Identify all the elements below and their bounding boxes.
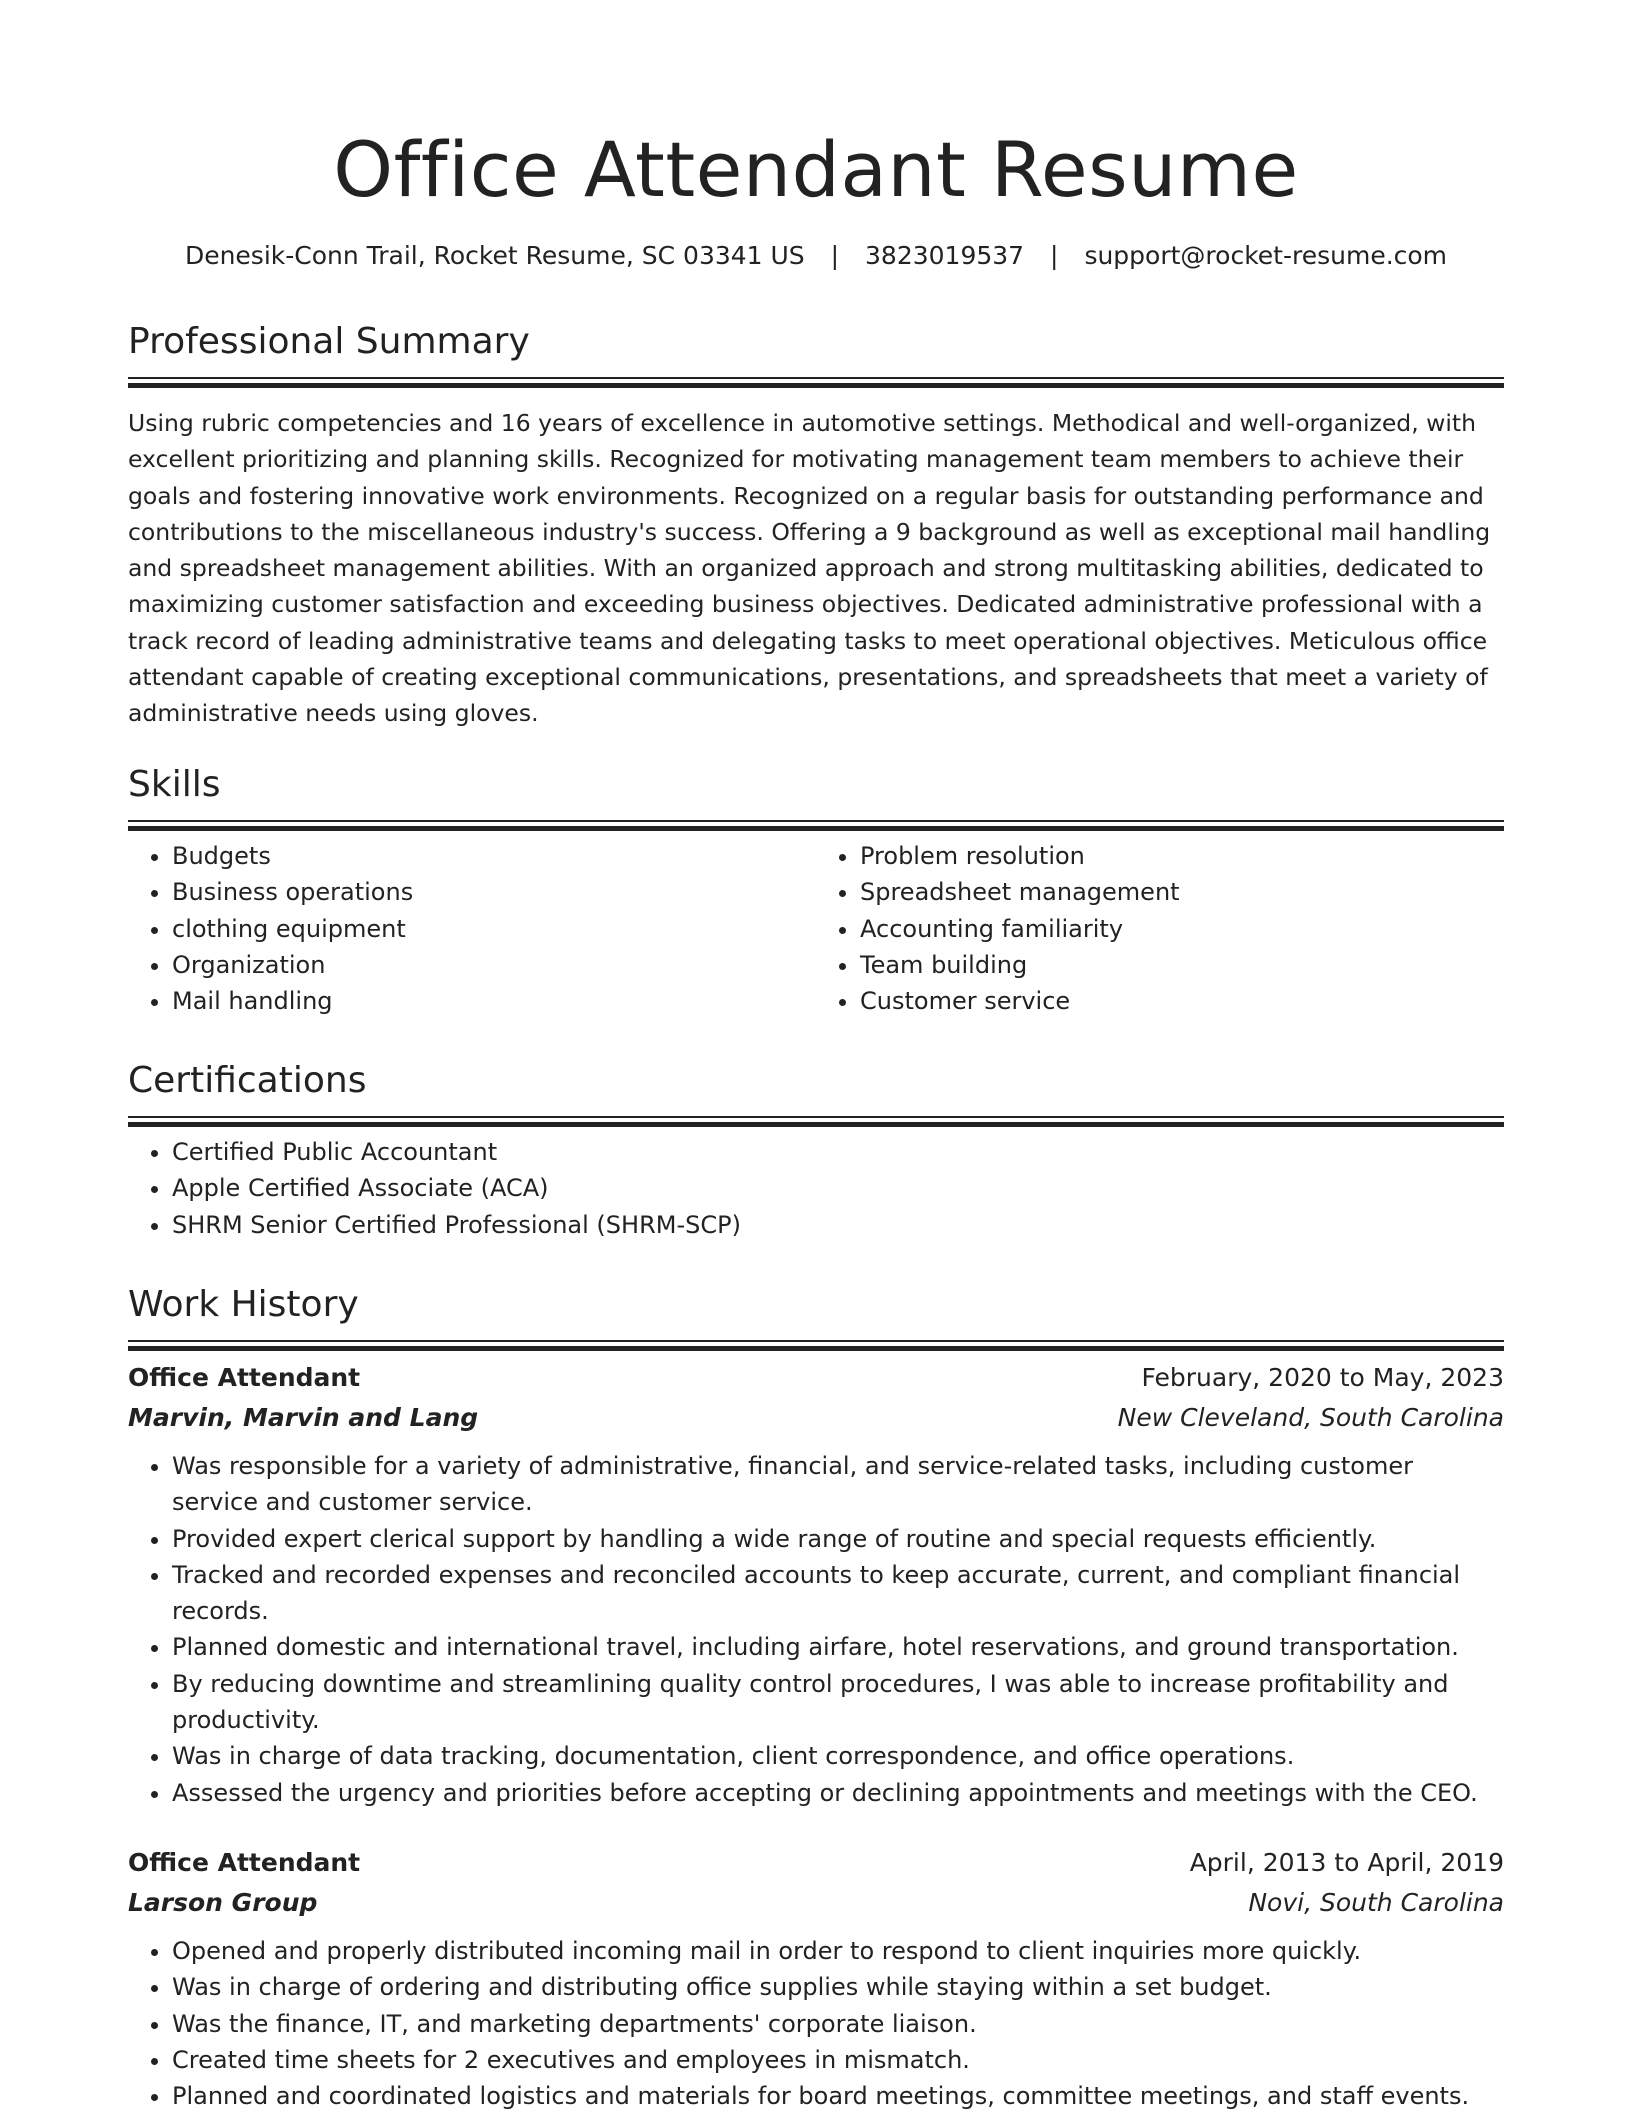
job-bullets xyxy=(128,1448,1504,1811)
job-location: Novi, South Carolina xyxy=(1248,1887,1504,1917)
job-header xyxy=(128,1358,1504,1398)
certifications-list xyxy=(128,1134,1504,1243)
skills-section xyxy=(128,760,1504,1019)
job-subheader xyxy=(128,1883,1504,1923)
contact-address: Denesik-Conn Trail, Rocket Resume, SC 03341 US xyxy=(184,241,805,270)
job-dates: April, 2013 to April, 2019 xyxy=(1189,1847,1504,1877)
job-bullets xyxy=(128,1933,1504,2114)
job-location: New Cleveland, South Carolina xyxy=(1117,1403,1504,1432)
job-bullet: • Opened and properly distributed incoming mail in order to respond to client inquiries more quickly. xyxy=(172,1933,1504,1969)
skill-item: • Problem resolution xyxy=(860,838,1504,874)
job-title: Office Attendant xyxy=(128,1363,361,1392)
section-heading-work-history: Work History xyxy=(128,1284,359,1325)
work-history-section xyxy=(128,1280,1504,2114)
section-divider xyxy=(128,1116,1504,1118)
skill-item: • Budgets xyxy=(172,838,816,874)
certification-item: • SHRM Senior Certified Professional (SHRM-SCP) xyxy=(172,1207,1504,1243)
certifications-section xyxy=(128,1056,1504,1243)
job-company: Marvin, Marvin and Lang xyxy=(128,1403,479,1432)
skills-columns xyxy=(128,838,1504,1019)
job-bullet: • By reducing downtime and streamlining quality control procedures, I was able to increase profitability and productivity. xyxy=(172,1666,1504,1739)
job-bullet: • Was the finance, IT, and marketing departments' corporate liaison. xyxy=(172,2006,1504,2042)
job-bullet: • Created time sheets for 2 executives and employees in mismatch. xyxy=(172,2042,1504,2078)
skill-item: • Business operations xyxy=(172,874,816,910)
job-bullet: • Planned domestic and international travel, including airfare, hotel reservations, and ground transportation. xyxy=(172,1629,1504,1665)
job-title: Office Attendant xyxy=(128,1847,361,1877)
job-bullet: • Was in charge of data tracking, documentation, client correspondence, and office operations. xyxy=(172,1738,1504,1774)
section-heading-certifications: Certifications xyxy=(128,1060,367,1101)
skill-item: • Team building xyxy=(860,947,1504,983)
summary-section xyxy=(128,317,1504,732)
skills-list-left xyxy=(128,838,816,1019)
contact-separator: | xyxy=(1050,241,1059,270)
contact-separator: | xyxy=(830,241,840,270)
contact-line xyxy=(0,238,1632,274)
section-heading-skills: Skills xyxy=(128,764,221,805)
job-entry xyxy=(128,1358,1504,1811)
section-divider xyxy=(128,377,1504,379)
contact-phone: 3823019537 xyxy=(865,241,1025,270)
skills-list-right xyxy=(816,838,1504,1019)
job-subheader xyxy=(128,1398,1504,1438)
section-divider xyxy=(128,1340,1504,1342)
summary-text: Using rubric competencies and 16 years of excellence in automotive settings. Methodical and well-organized, with excellent prioritizing and planning skills. Recognized for motivating management team members to achieve their goals and fostering innovative work environments. Recognized on a regular basis for outstanding performance and contributions to the miscellaneous industry's success. Offering a 9 background as well as exceptional mail handling and spreadsheet management abilities. With an organized approach and strong multitasking abilities, dedicated to maximizing customer satisfaction and exceeding business objectives. Dedicated administrative professional with a track record of leading administrative teams and delegating tasks to meet operational objectives. Meticulous office attendant capable of creating exceptional communications, presentations, and spreadsheets that meet a variety of administrative needs using gloves. xyxy=(128,409,1491,728)
skill-item: • Mail handling xyxy=(172,983,816,1019)
skill-item: • Customer service xyxy=(860,983,1504,1019)
job-bullet: • Assessed the urgency and priorities before accepting or declining appointments and meetings with the CEO. xyxy=(172,1775,1504,1811)
skill-item: • Accounting familiarity xyxy=(860,911,1504,947)
certification-item: • Apple Certified Associate (ACA) xyxy=(172,1170,1504,1206)
resume-title: Office Attendant Resume xyxy=(333,125,1299,214)
job-bullet: • Provided expert clerical support by handling a wide range of routine and special requests efficiently. xyxy=(172,1521,1504,1557)
job-bullet: • Tracked and recorded expenses and reconciled accounts to keep accurate, current, and compliant financial records. xyxy=(172,1557,1504,1630)
skill-item: • Organization xyxy=(172,947,816,983)
job-bullet: • Was responsible for a variety of administrative, financial, and service-related tasks, including customer service and customer service. xyxy=(172,1448,1504,1521)
skill-item: • Spreadsheet management xyxy=(860,874,1504,910)
skill-item: • clothing equipment xyxy=(172,911,816,947)
job-company: Larson Group xyxy=(128,1887,318,1917)
job-header xyxy=(128,1843,1504,1883)
job-bullet: • Was in charge of ordering and distributing office supplies while staying within a set budget. xyxy=(172,1969,1504,2005)
section-heading-summary: Professional Summary xyxy=(128,321,530,362)
section-divider xyxy=(128,820,1504,822)
contact-email: support@rocket-resume.com xyxy=(1084,241,1448,270)
job-dates: February, 2020 to May, 2023 xyxy=(1141,1363,1504,1392)
job-bullet: • Planned and coordinated logistics and materials for board meetings, committee meetings, and staff events. xyxy=(172,2078,1504,2114)
job-entry xyxy=(128,1843,1504,2114)
certification-item: • Certified Public Accountant xyxy=(172,1134,1504,1170)
